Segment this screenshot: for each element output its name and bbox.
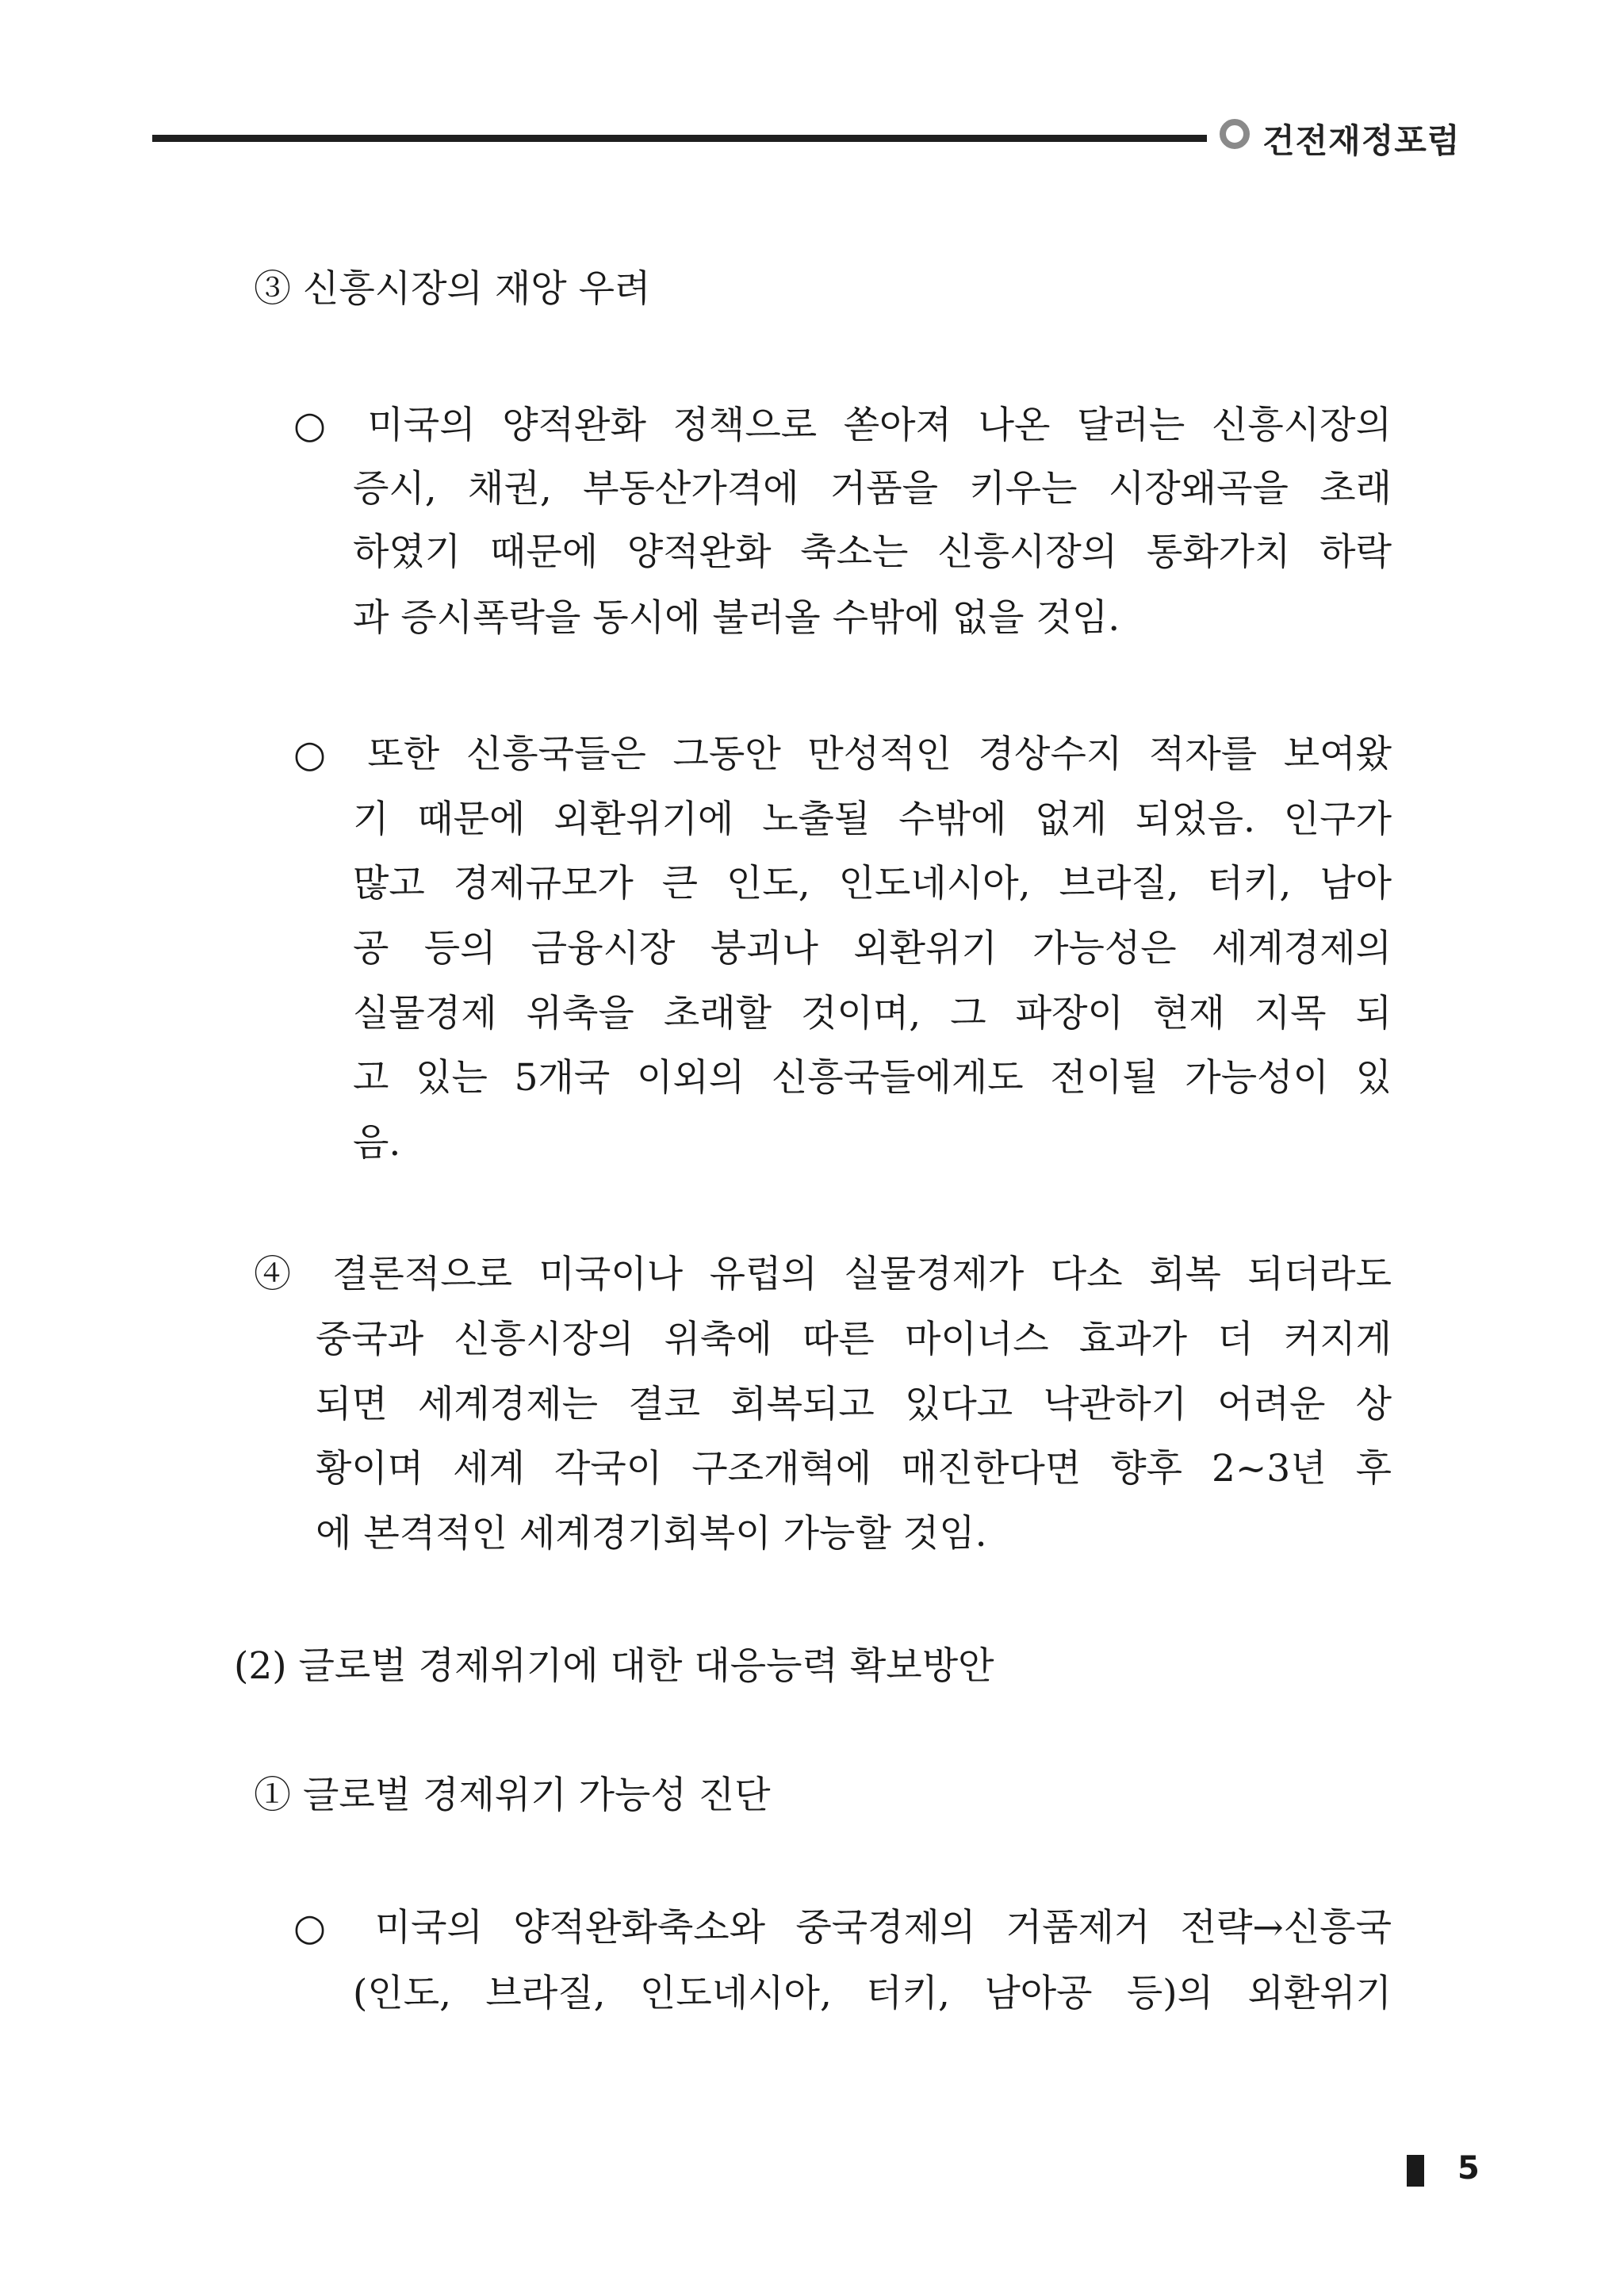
para2-line-4: 공 등의 금융시장 붕괴나 외환위기 가능성은 세계경제의	[353, 927, 1392, 970]
para2-line-2: 기 때문에 외환위기에 노출될 수밖에 없게 되었음. 인구가	[353, 798, 1392, 841]
para2-line-1: ○ 또한 신흥국들은 그동안 만성적인 경상수지 적자를 보여왔	[293, 733, 1392, 776]
para2-line-5: 실물경제 위축을 초래할 것이며, 그 파장이 현재 지목 되	[353, 992, 1392, 1035]
para5-line-1: ○ 미국의 양적완화축소와 중국경제의 거품제거 전략→신흥국	[293, 1906, 1392, 1950]
para2-line-6: 고 있는 5개국 이외의 신흥국들에게도 전이될 가능성이 있	[353, 1056, 1392, 1100]
para1-line-4: 과 증시폭락을 동시에 불러올 수밖에 없을 것임.	[353, 596, 1120, 640]
header-rule	[152, 135, 1207, 142]
para4-line-1: ④ 결론적으로 미국이나 유럽의 실물경제가 다소 회복 되더라도	[254, 1253, 1392, 1296]
page-number: 5	[1457, 2150, 1480, 2187]
para1-line-1: ○ 미국의 양적완화 정책으로 쏟아져 나온 달러는 신흥시장의	[293, 404, 1392, 447]
section-heading-3: ③ 신흥시장의 재앙 우려	[254, 267, 651, 311]
page-marker-block	[1407, 2155, 1424, 2187]
section-heading-2: (2) 글로벌 경제위기에 대한 대응능력 확보방안	[234, 1644, 994, 1688]
para4-line-4: 황이며 세계 각국이 구조개혁에 매진한다면 향후 2~3년 후	[316, 1447, 1392, 1490]
para1-line-3: 하였기 때문에 양적완화 축소는 신흥시장의 통화가치 하락	[353, 530, 1392, 574]
para4-line-2: 중국과 신흥시장의 위축에 따른 마이너스 효과가 더 커지게	[316, 1318, 1392, 1361]
forum-logo-ring-icon	[1220, 119, 1250, 149]
para1-line-2: 증시, 채권, 부동산가격에 거품을 키우는 시장왜곡을 초래	[353, 467, 1392, 511]
para2-line-7: 음.	[353, 1121, 401, 1165]
para5-line-2: (인도, 브라질, 인도네시아, 터키, 남아공 등)의 외환위기	[353, 1972, 1392, 2015]
para4-line-5: 에 본격적인 세계경기회복이 가능할 것임.	[316, 1512, 987, 1556]
para4-line-3: 되면 세계경제는 결코 회복되고 있다고 낙관하기 어려운 상	[316, 1383, 1392, 1426]
section-heading-1: ① 글로벌 경제위기 가능성 진단	[254, 1774, 771, 1817]
running-header-title: 건전재정포럼	[1262, 121, 1461, 160]
para2-line-3: 많고 경제규모가 큰 인도, 인도네시아, 브라질, 터키, 남아	[353, 862, 1392, 905]
